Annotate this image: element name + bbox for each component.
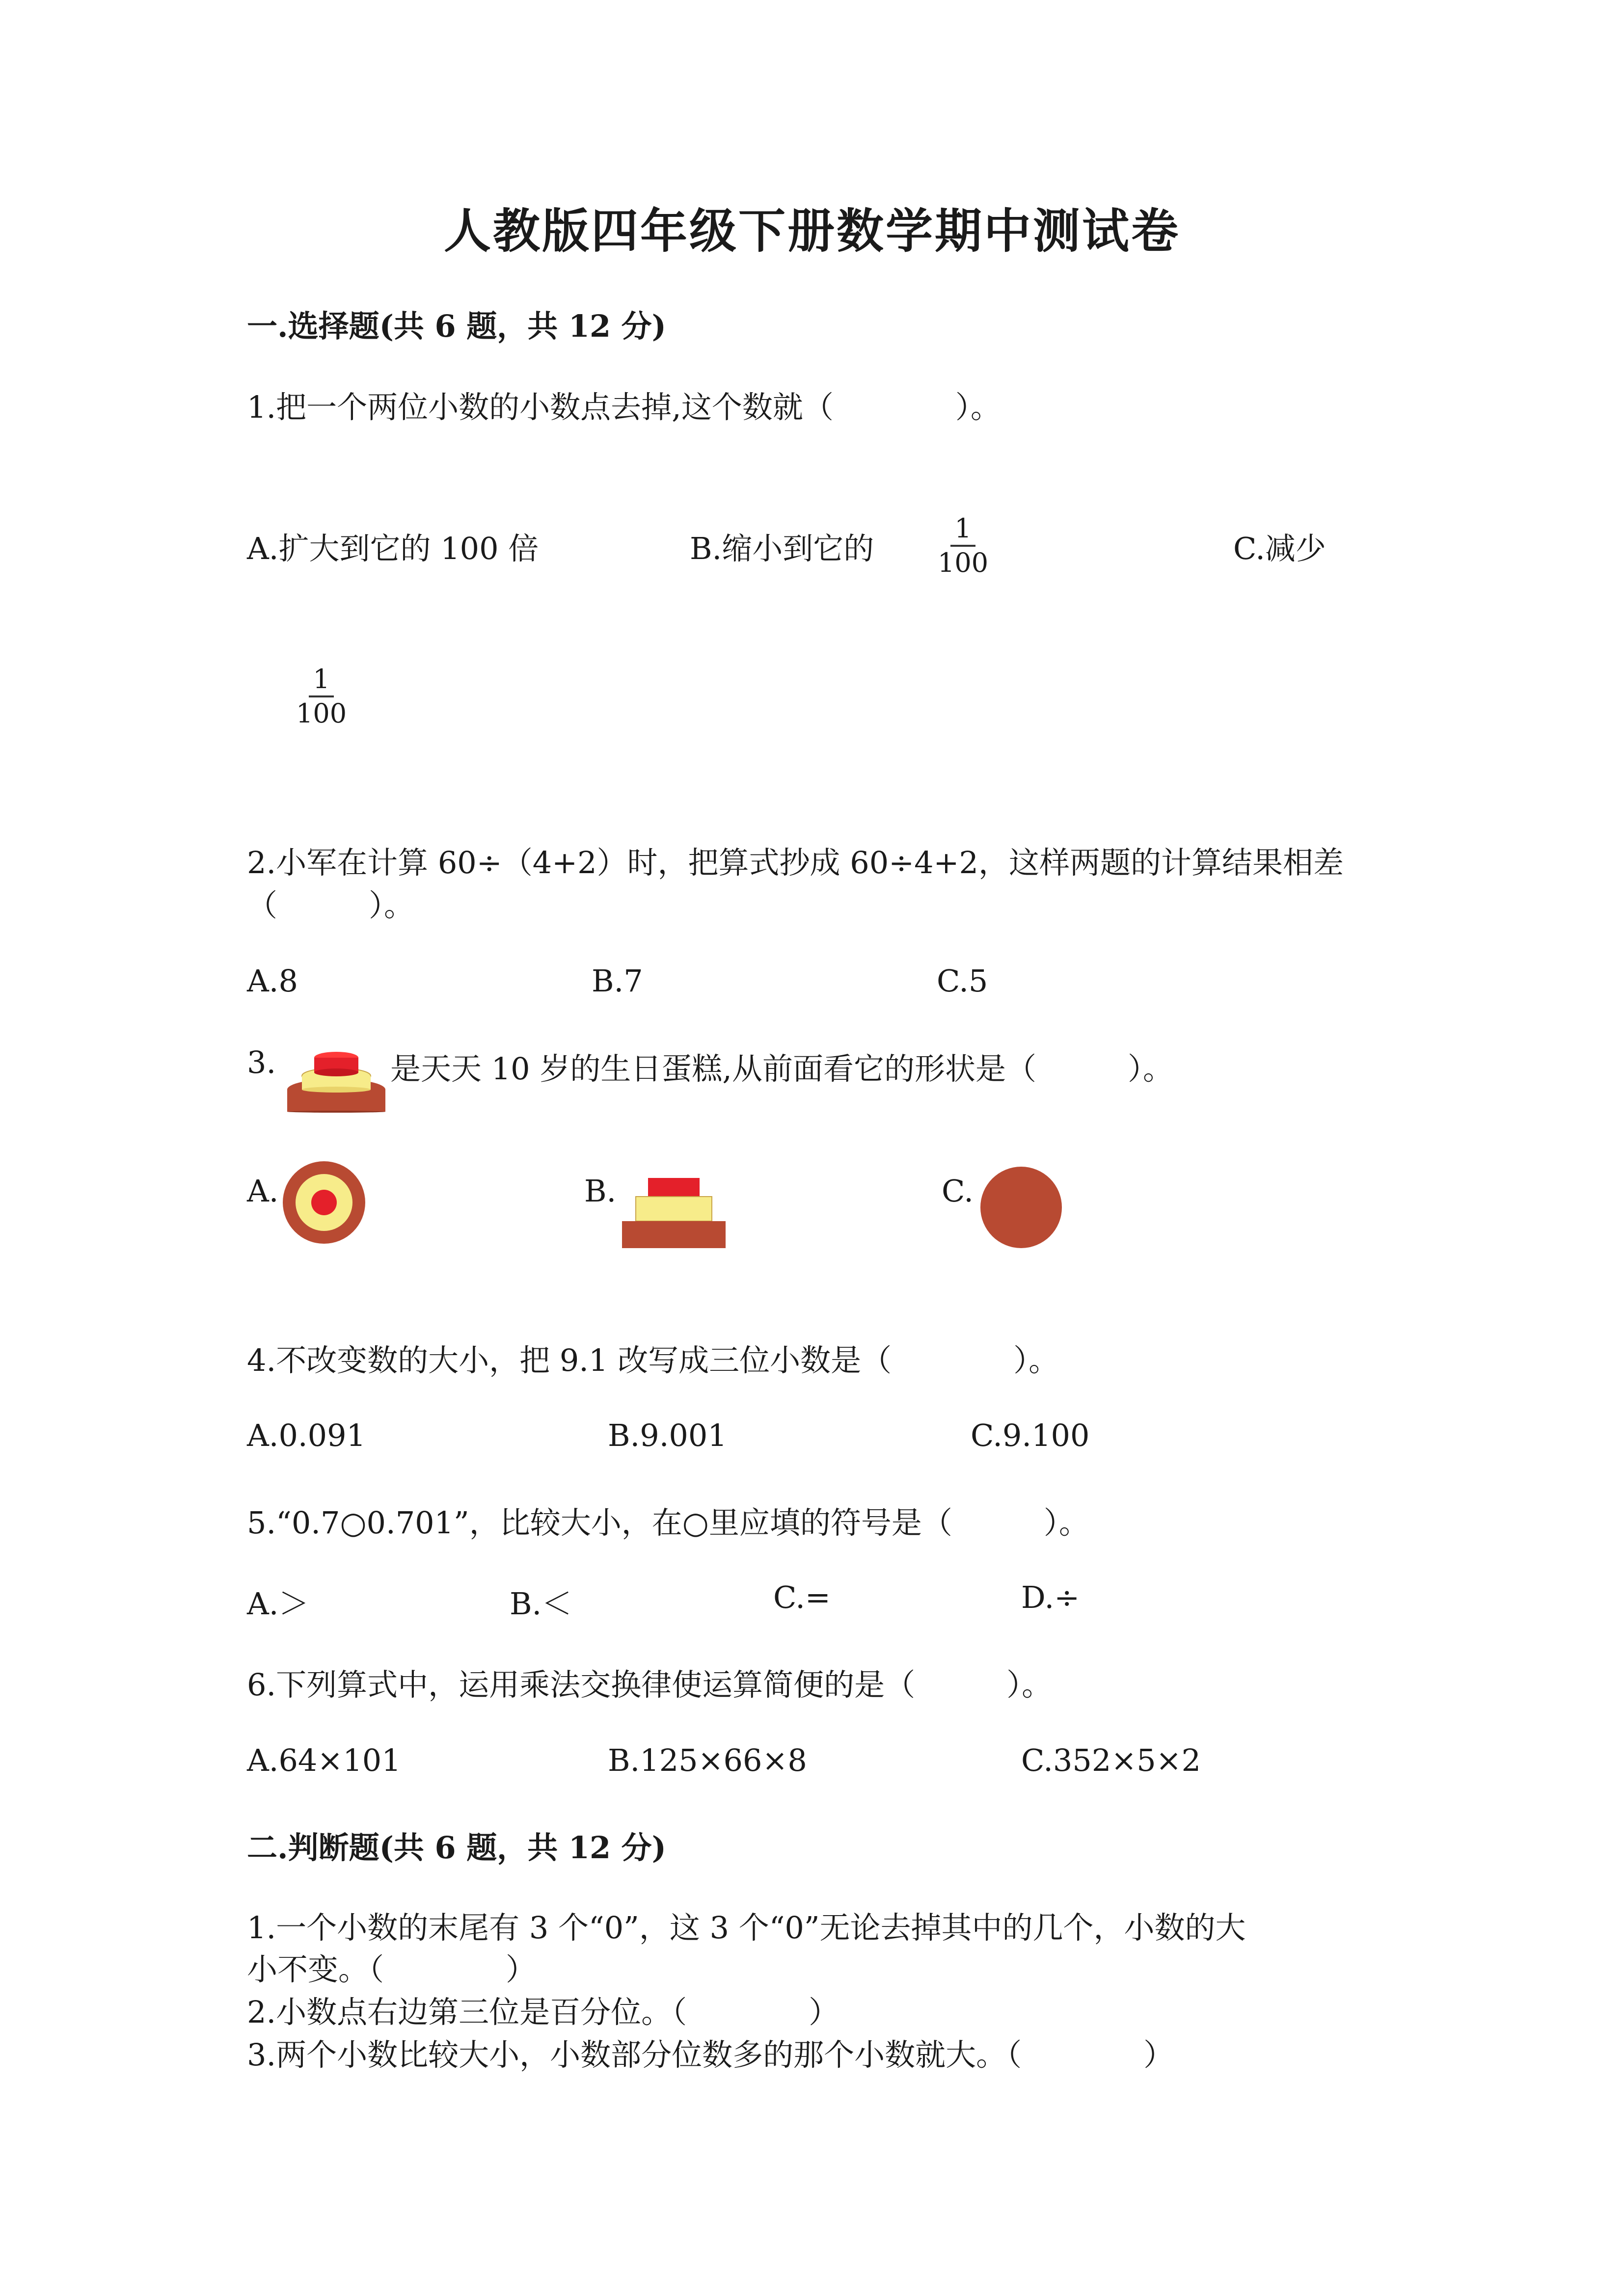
concentric-circles-image[interactable] [282, 1161, 366, 1244]
q4-option-a[interactable]: A.0.091 [247, 1417, 366, 1453]
q2-option-c[interactable]: C.5 [937, 963, 988, 999]
q5-option-b[interactable]: B.＜ [510, 1586, 572, 1622]
q5-option-d[interactable]: D.÷ [1021, 1579, 1080, 1615]
q5-option-a[interactable]: A.＞ [247, 1586, 309, 1622]
q1-option-a[interactable]: A.扩大到它的 100 倍 [247, 531, 539, 566]
q6-option-a[interactable]: A.64×101 [247, 1742, 401, 1778]
solid-circle-image[interactable] [979, 1166, 1063, 1249]
fraction-denominator: 100 [938, 547, 989, 578]
q6-option-b[interactable]: B.125×66×8 [608, 1742, 807, 1778]
q2-option-b[interactable]: B.7 [592, 963, 643, 999]
cake-3d-image [285, 1041, 388, 1114]
q2-text-line2: （ ）。 [247, 887, 415, 923]
q1-text: 1.把一个两位小数的小数点去掉,这个数就（ ）。 [247, 389, 1001, 425]
page-title: 人教版四年级下册数学期中测试卷 [444, 203, 1180, 259]
q3-option-a[interactable]: A. [247, 1173, 279, 1209]
section1-heading: 一.选择题(共 6 题，共 12 分) [247, 308, 667, 344]
q2-text-line1: 2.小军在计算 60÷（4+2）时，把算式抄成 60÷4+2，这样两题的计算结果相差 [247, 845, 1344, 881]
judge1-text-line1: 1.一个小数的末尾有 3 个“0”，这 3 个“0”无论去掉其中的几个，小数的大 [247, 1910, 1246, 1946]
judge3-text: 3.两个小数比较大小，小数部分位数多的那个小数就大。（ ） [247, 2037, 1174, 2073]
q3-option-b[interactable]: B. [584, 1173, 617, 1209]
q3-text: 是天天 10 岁的生日蛋糕,从前面看它的形状是（ ）。 [390, 1051, 1174, 1087]
fraction-numerator: 1 [309, 666, 333, 697]
judge2-text: 2.小数点右边第三位是百分位。（ ） [247, 1994, 839, 2030]
q3-option-c[interactable]: C. [942, 1173, 974, 1209]
judge1-text-line2: 小不变。（ ） [247, 1951, 537, 1987]
q4-option-b[interactable]: B.9.001 [608, 1417, 727, 1453]
fraction-denominator: 100 [296, 698, 347, 729]
q1-option-b[interactable]: B.缩小到它的 [690, 531, 874, 566]
q5-option-c[interactable]: C.= [773, 1579, 831, 1615]
stacked-tiers-image[interactable] [621, 1175, 727, 1249]
q5-text: 5.“0.7○0.701”，比较大小，在○里应填的符号是（ ）。 [247, 1505, 1089, 1541]
section2-heading: 二.判断题(共 6 题，共 12 分) [247, 1830, 667, 1866]
q4-text: 4.不改变数的大小，把 9.1 改写成三位小数是（ ）。 [247, 1342, 1059, 1378]
q2-option-a[interactable]: A.8 [247, 963, 298, 999]
q1-option-c[interactable]: C.减少 [1233, 531, 1326, 566]
q1-option-c-fraction [296, 666, 347, 727]
q1-option-b-fraction [938, 515, 988, 576]
fraction-numerator: 1 [950, 515, 975, 547]
q3-label: 3. [247, 1044, 276, 1080]
q4-option-c[interactable]: C.9.100 [971, 1417, 1090, 1453]
q6-option-c[interactable]: C.352×5×2 [1021, 1742, 1201, 1778]
q6-text: 6.下列算式中，运用乘法交换律使运算简便的是（ ）。 [247, 1667, 1053, 1703]
